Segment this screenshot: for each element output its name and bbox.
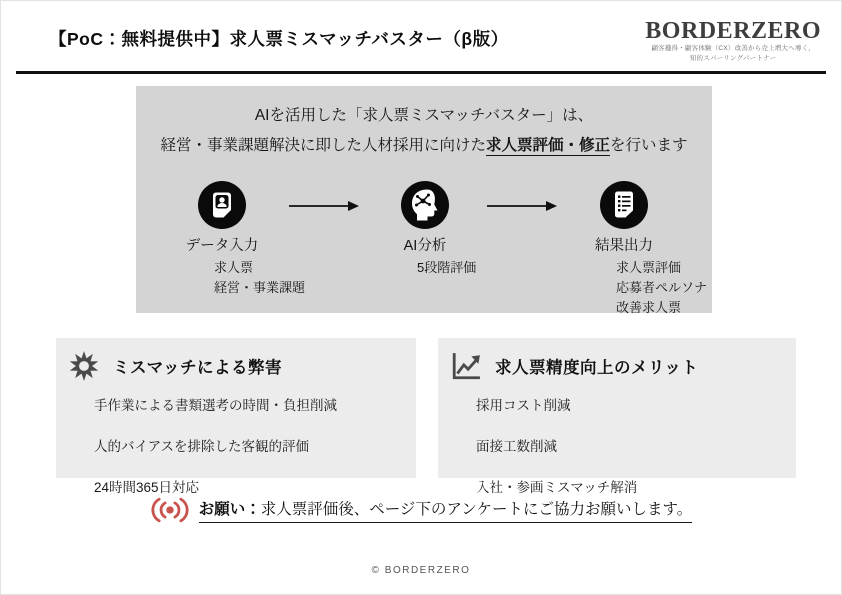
step-item: 経営・事業課題 (214, 280, 306, 295)
merits-title: 求人票精度向上のメリット (495, 359, 699, 377)
merits-box (438, 338, 796, 495)
step-label: AI分析 (403, 238, 447, 254)
step-items (345, 258, 505, 278)
step-item: 求人票 (214, 260, 254, 275)
page-title: 【PoC：無料提供中】求人票ミスマッチバスター（β版） (49, 29, 509, 49)
step-item: 5段階評価 (417, 260, 477, 275)
benefit-item: 人的バイアスを排除した客観的評価 (94, 439, 310, 454)
id-card-icon (198, 181, 246, 229)
borderzero-logo (645, 18, 821, 65)
logo-tagline-line1: 顧客獲得・顧客体験（CX）改善から売上増大へ導く、 (651, 45, 815, 53)
benefit-item: 面接工数削減 (476, 439, 557, 454)
step-items (544, 258, 708, 318)
step-ai-analysis (345, 181, 505, 278)
benefit-item: 手作業による書類選考の時間・負担削減 (94, 398, 337, 413)
drawbacks-header (56, 338, 416, 381)
step-data-input (142, 181, 306, 298)
request-note (1, 497, 841, 523)
hero-line2: 経営・事業課題解決に即した人材採用に向けた求人票評価・修正を行います (160, 137, 688, 154)
logo-tagline-line2: 知的スパーリングパートナー (689, 55, 777, 63)
hero-intro-text (136, 86, 712, 161)
ai-head-icon (401, 181, 449, 229)
trend-chart-icon (451, 351, 481, 381)
hero-section (136, 86, 712, 313)
drawbacks-title: ミスマッチによる弊害 (113, 359, 283, 377)
burst-icon (69, 351, 99, 381)
logo-tagline (645, 44, 821, 64)
header-divider (16, 71, 826, 74)
merits-header (438, 338, 796, 381)
merits-items (438, 381, 796, 496)
benefit-item: 入社・参画ミスマッチ解消 (476, 480, 638, 495)
step-item: 改善求人票 (616, 300, 682, 315)
step-items (142, 258, 306, 298)
step-label: 結果出力 (595, 238, 653, 254)
live-signal-icon (150, 497, 190, 523)
step-item: 応募者ペルソナ (616, 280, 708, 295)
request-note-text: お願い：求人票評価後、ページ下のアンケートにご協力お願いします。 (199, 497, 693, 523)
drawbacks-box (56, 338, 416, 495)
benefit-item: 採用コスト削減 (476, 398, 571, 413)
hero-emphasis: 求人票評価・修正 (485, 137, 610, 154)
benefit-item: 24時間365日対応 (94, 480, 200, 495)
logo-wordmark: BORDERZERO (645, 18, 821, 44)
drawbacks-items (56, 381, 416, 496)
hero-line1: AIを活用した「求人票ミスマッチバスター」は、 (254, 107, 594, 124)
step-label: データ入力 (185, 238, 259, 254)
report-icon (600, 181, 648, 229)
request-note-prefix: お願い： (198, 501, 261, 518)
step-item: 求人票評価 (616, 260, 682, 275)
copyright-footer: © BORDERZERO (371, 565, 471, 576)
step-result-output (544, 181, 708, 318)
